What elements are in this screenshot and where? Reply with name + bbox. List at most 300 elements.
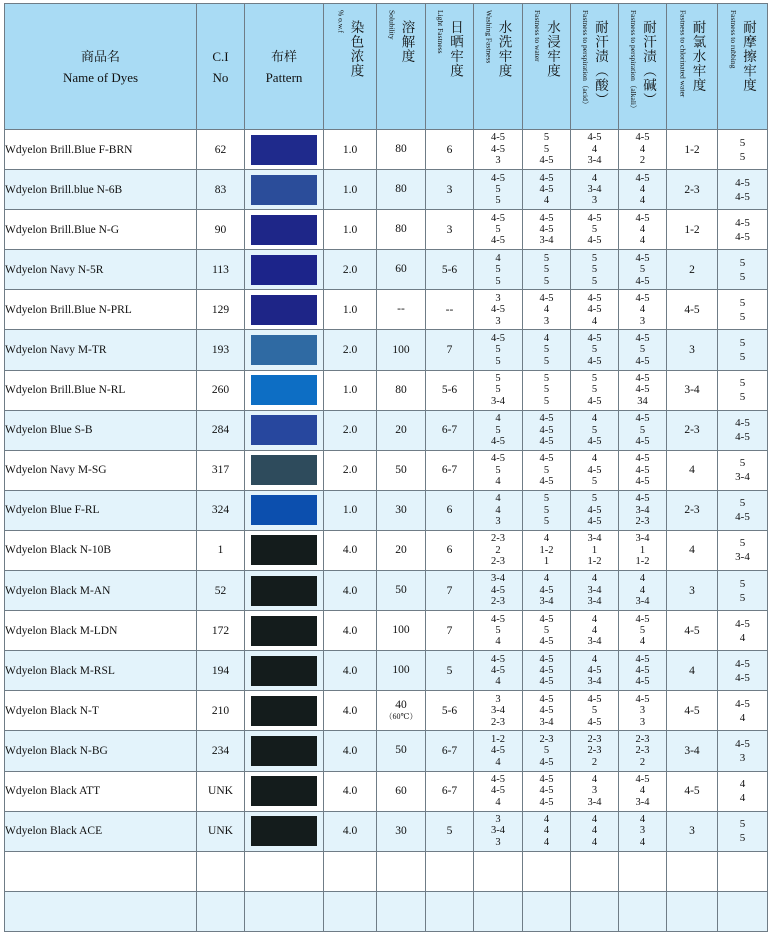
fastness-value: 5	[639, 424, 646, 436]
washing-fastness	[474, 731, 523, 771]
fastness-value: 4-5	[735, 671, 750, 684]
fastness-value: 5	[639, 344, 646, 356]
acid-perspiration	[571, 170, 619, 210]
pattern-cell	[245, 691, 324, 731]
chlorine-fastness-value: 1-2	[667, 210, 718, 250]
fastness-value: 5	[543, 275, 550, 287]
fastness-value: 2	[639, 756, 646, 768]
color-swatch	[251, 696, 317, 726]
fastness-value: 4-5	[635, 413, 650, 425]
fastness-value: 4-5	[635, 384, 650, 396]
acid-perspiration-values	[571, 293, 618, 327]
water-fastness	[523, 370, 571, 410]
alkali-perspiration	[619, 290, 667, 330]
color-swatch	[251, 255, 317, 285]
color-swatch	[251, 375, 317, 405]
dye-fastness-table	[4, 3, 768, 932]
fastness-value: 4-5	[635, 464, 650, 476]
fastness-value: 5	[639, 624, 646, 636]
fastness-value: 5	[739, 818, 746, 831]
acid-perspiration	[571, 450, 619, 490]
table-body	[5, 130, 768, 932]
washing-fastness	[474, 170, 523, 210]
pattern-cell	[245, 731, 324, 771]
fastness-value: 4-5	[539, 773, 554, 785]
solubility-value	[377, 611, 426, 651]
fastness-value: 4	[591, 453, 598, 465]
fastness-value: 4	[591, 825, 598, 837]
washing-fastness	[474, 691, 523, 731]
acid-perspiration-values	[571, 493, 618, 527]
fastness-value: 4	[543, 533, 550, 545]
fastness-value: 4-5	[539, 292, 554, 304]
fastness-value: 4-5	[587, 395, 602, 407]
dye-name: Wdyelon Black ATT	[5, 771, 197, 811]
acid-perspiration	[571, 691, 619, 731]
water-fastness	[523, 571, 571, 611]
alkali-perspiration-values	[619, 814, 666, 848]
water-fastness-values	[523, 213, 570, 247]
empty-cell	[619, 851, 667, 891]
fastness-value: 4	[639, 235, 646, 247]
fastness-value: 4-5	[539, 413, 554, 425]
rubbing-fastness	[718, 410, 768, 450]
empty-cell	[667, 851, 718, 891]
empty-cell	[718, 891, 768, 931]
chlorine-fastness-value: 2-3	[667, 410, 718, 450]
water-fastness-values	[523, 774, 570, 808]
washing-fastness-values	[474, 814, 522, 848]
chlorine-fastness-value: 3	[667, 571, 718, 611]
fastness-value: 4	[639, 636, 646, 648]
header-water-fastness: Fastness to water 水浸牢度	[523, 4, 571, 130]
fastness-value: 4-5	[587, 235, 602, 247]
empty-cell	[5, 851, 197, 891]
rubbing-fastness	[718, 450, 768, 490]
acid-perspiration	[571, 370, 619, 410]
fastness-value: 4-5	[735, 737, 750, 750]
empty-cell	[571, 891, 619, 931]
solubility-value	[377, 290, 426, 330]
rubbing-fastness-values	[718, 737, 767, 765]
fastness-value: 4-5	[635, 355, 650, 367]
fastness-value: 5	[739, 832, 746, 845]
fastness-value: 4-5	[587, 504, 602, 516]
ci-number: 193	[197, 330, 245, 370]
rubbing-fastness	[718, 731, 768, 771]
fastness-value: 4-5	[635, 132, 650, 144]
fastness-value: 5	[739, 391, 746, 404]
fastness-value: 4-5	[539, 224, 554, 236]
fastness-value: 4	[591, 653, 598, 665]
washing-fastness-values	[474, 213, 522, 247]
fastness-value: 4	[639, 573, 646, 585]
fastness-value: 2-3	[635, 733, 650, 745]
fastness-value: 5	[739, 310, 746, 323]
washing-fastness	[474, 771, 523, 811]
fastness-value: 4-5	[539, 653, 554, 665]
fastness-value: 4	[543, 332, 550, 344]
washing-fastness-values	[474, 453, 522, 487]
fastness-value: 4	[543, 573, 550, 585]
fastness-value: 4	[591, 573, 598, 585]
fastness-value: 1	[591, 544, 598, 556]
fastness-value: 4-5	[735, 617, 750, 630]
rubbing-fastness	[718, 811, 768, 851]
acid-perspiration	[571, 731, 619, 771]
fastness-value: 4-5	[539, 584, 554, 596]
dye-name: Wdyelon Brill.Blue N-G	[5, 210, 197, 250]
washing-fastness	[474, 651, 523, 691]
alkali-perspiration-values	[619, 373, 666, 407]
fastness-value: 5	[591, 275, 598, 287]
alkali-perspiration	[619, 571, 667, 611]
water-fastness-values	[523, 173, 570, 207]
light-fastness-value: 6	[426, 490, 474, 530]
fastness-value: 4-5	[735, 657, 750, 670]
pattern-cell	[245, 450, 324, 490]
water-fastness-values	[523, 293, 570, 327]
fastness-value: 4-5	[539, 636, 554, 648]
fastness-value: 4	[591, 836, 598, 848]
fastness-value: 5	[543, 504, 550, 516]
fastness-value: 4-5	[491, 304, 505, 316]
empty-cell	[474, 851, 523, 891]
fastness-value: 4-5	[587, 693, 602, 705]
fastness-value: 5	[739, 497, 746, 510]
washing-fastness-values	[474, 253, 522, 287]
alkali-perspiration	[619, 210, 667, 250]
washing-fastness	[474, 210, 523, 250]
rubbing-fastness-values	[718, 657, 767, 685]
alkali-perspiration	[619, 691, 667, 731]
acid-perspiration	[571, 571, 619, 611]
solubility-value	[377, 130, 426, 170]
alkali-perspiration	[619, 490, 667, 530]
fastness-value: 3-4	[635, 533, 650, 545]
dye-name: Wdyelon Blue F-RL	[5, 490, 197, 530]
fastness-value: 3-4	[587, 155, 602, 167]
fastness-value: 4-5	[587, 355, 602, 367]
acid-perspiration	[571, 210, 619, 250]
fastness-value: 4	[543, 836, 550, 848]
alkali-perspiration	[619, 170, 667, 210]
fastness-value: 2	[495, 544, 501, 556]
color-swatch	[251, 415, 317, 445]
ci-number: 194	[197, 651, 245, 691]
acid-perspiration-values	[571, 533, 618, 567]
alkali-perspiration-values	[619, 213, 666, 247]
alkali-perspiration-values	[619, 173, 666, 207]
washing-fastness-values	[474, 533, 522, 567]
pattern-cell	[245, 210, 324, 250]
light-fastness-value: 6	[426, 130, 474, 170]
fastness-value: 5	[495, 384, 501, 396]
fastness-value: 4	[591, 143, 598, 155]
washing-fastness	[474, 571, 523, 611]
fastness-value: 4-5	[587, 665, 602, 677]
alkali-perspiration	[619, 611, 667, 651]
fastness-value: 4-5	[539, 212, 554, 224]
fastness-value: 2-3	[491, 716, 505, 728]
acid-perspiration-values	[571, 132, 618, 166]
header-light-fastness: Light Fastness 日晒牢度	[426, 4, 474, 130]
acid-perspiration	[571, 811, 619, 851]
table-row	[5, 130, 768, 170]
fastness-value: 5	[543, 516, 550, 528]
color-swatch	[251, 776, 317, 806]
alkali-perspiration	[619, 450, 667, 490]
fastness-value: 3-4	[735, 471, 750, 484]
washing-fastness	[474, 130, 523, 170]
fastness-value: 4	[543, 825, 550, 837]
color-swatch	[251, 455, 317, 485]
fastness-value: 3-4	[539, 596, 554, 608]
water-fastness	[523, 731, 571, 771]
rubbing-fastness-values	[718, 176, 767, 204]
fastness-value: 4-5	[539, 453, 554, 465]
fastness-value: 4-5	[635, 693, 650, 705]
solubility-main: 20	[395, 543, 407, 556]
fastness-value: 4-5	[539, 796, 554, 808]
rubbing-fastness-values	[718, 256, 767, 284]
pattern-cell	[245, 330, 324, 370]
concentration-value: 4.0	[324, 651, 377, 691]
alkali-perspiration	[619, 731, 667, 771]
water-fastness-values	[523, 614, 570, 648]
acid-perspiration-values	[571, 453, 618, 487]
empty-cell	[377, 891, 426, 931]
concentration-value: 1.0	[324, 290, 377, 330]
water-fastness-values	[523, 573, 570, 607]
fastness-value: 4	[639, 143, 646, 155]
fastness-value: 4	[591, 172, 598, 184]
solubility-main: 80	[395, 183, 407, 196]
pattern-cell	[245, 571, 324, 611]
table-row	[5, 611, 768, 651]
light-fastness-value: 5-6	[426, 370, 474, 410]
solubility-main: 50	[395, 744, 407, 757]
fastness-value: 4-5	[539, 785, 554, 797]
pattern-cell	[245, 250, 324, 290]
water-fastness	[523, 410, 571, 450]
fastness-value: 4	[495, 493, 501, 505]
solubility-value	[377, 811, 426, 851]
fastness-value: 5	[495, 275, 501, 287]
chlorine-fastness-value: 2	[667, 250, 718, 290]
table-row	[5, 731, 768, 771]
fastness-value: 5	[543, 132, 550, 144]
acid-perspiration	[571, 490, 619, 530]
concentration-value: 4.0	[324, 731, 377, 771]
fastness-value: 3-4	[587, 533, 602, 545]
fastness-value: 1-2	[635, 556, 650, 568]
fastness-value: 4	[739, 631, 746, 644]
table-row	[5, 530, 768, 570]
fastness-value: 5	[495, 464, 501, 476]
empty-cell	[474, 891, 523, 931]
fastness-value: 5	[543, 745, 550, 757]
fastness-value: 4	[639, 195, 646, 207]
fastness-value: 4	[495, 636, 501, 648]
fastness-value: 4	[543, 304, 550, 316]
light-fastness-value: 7	[426, 330, 474, 370]
water-fastness	[523, 210, 571, 250]
fastness-value: 1-2	[587, 556, 602, 568]
fastness-value: 3	[639, 716, 646, 728]
fastness-value: 2	[639, 155, 646, 167]
light-fastness-value: 6-7	[426, 450, 474, 490]
light-fastness-value: 5	[426, 651, 474, 691]
empty-cell	[523, 891, 571, 931]
chlorine-fastness-value: 4-5	[667, 611, 718, 651]
washing-fastness	[474, 410, 523, 450]
alkali-perspiration-values	[619, 774, 666, 808]
fastness-value: 5	[543, 493, 550, 505]
fastness-value: 4-5	[587, 435, 602, 447]
fastness-value: 4	[495, 252, 501, 264]
washing-fastness-values	[474, 173, 522, 207]
alkali-perspiration	[619, 771, 667, 811]
solubility-main: 50	[395, 463, 407, 476]
table-row	[5, 290, 768, 330]
water-fastness-values	[523, 734, 570, 768]
dye-name: Wdyelon Brill.Blue N-PRL	[5, 290, 197, 330]
fastness-value: 4	[495, 476, 501, 487]
water-fastness-values	[523, 814, 570, 848]
rubbing-fastness-values	[718, 456, 767, 484]
washing-fastness	[474, 370, 523, 410]
color-swatch	[251, 175, 317, 205]
fastness-value: 4-5	[735, 431, 750, 444]
fastness-value: 5	[591, 373, 598, 384]
fastness-value: 5	[739, 270, 746, 283]
fastness-value: 3	[495, 836, 501, 848]
fastness-value: 4-5	[539, 756, 554, 768]
fastness-value: 3-4	[587, 796, 602, 808]
color-swatch	[251, 215, 317, 245]
water-fastness-values	[523, 533, 570, 567]
washing-fastness	[474, 250, 523, 290]
fastness-value: 3-4	[635, 796, 650, 808]
fastness-value: 4-5	[491, 332, 505, 344]
empty-cell	[5, 891, 197, 931]
fastness-value: 4	[543, 195, 550, 207]
empty-cell	[571, 851, 619, 891]
table-row	[5, 210, 768, 250]
fastness-value: 3-4	[491, 573, 505, 585]
fastness-value: 5	[739, 150, 746, 163]
ci-number: 52	[197, 571, 245, 611]
chlorine-fastness-value: 3-4	[667, 370, 718, 410]
concentration-value: 1.0	[324, 210, 377, 250]
washing-fastness-values	[474, 333, 522, 367]
chlorine-fastness-value: 3	[667, 330, 718, 370]
fastness-value: 4-5	[539, 172, 554, 184]
fastness-value: 4	[639, 183, 646, 195]
fastness-value: 4-5	[635, 453, 650, 465]
table-row	[5, 691, 768, 731]
table-row	[5, 250, 768, 290]
acid-perspiration	[571, 651, 619, 691]
alkali-perspiration-values	[619, 614, 666, 648]
fastness-value: 4-5	[491, 172, 505, 184]
fastness-value: 4-5	[735, 511, 750, 524]
empty-cell	[667, 891, 718, 931]
fastness-value: 5	[495, 355, 501, 367]
chlorine-fastness-value: 3-4	[667, 731, 718, 771]
header-pattern: 布样 Pattern	[245, 4, 324, 130]
rubbing-fastness-values	[718, 216, 767, 244]
rubbing-fastness	[718, 571, 768, 611]
water-fastness-values	[523, 453, 570, 487]
table-row	[5, 490, 768, 530]
fastness-value: 3-4	[491, 705, 505, 717]
concentration-value: 4.0	[324, 811, 377, 851]
fastness-value: 3-4	[735, 551, 750, 564]
fastness-value: 4-5	[635, 653, 650, 665]
ci-number: 113	[197, 250, 245, 290]
alkali-perspiration-values	[619, 694, 666, 728]
fastness-value: 3	[495, 315, 501, 327]
light-fastness-value: 6-7	[426, 731, 474, 771]
dye-name: Wdyelon Blue S-B	[5, 410, 197, 450]
ci-number: UNK	[197, 811, 245, 851]
ci-number: 284	[197, 410, 245, 450]
fastness-value: 3	[591, 195, 598, 207]
fastness-value: 5	[495, 195, 501, 207]
water-fastness	[523, 250, 571, 290]
empty-cell	[197, 891, 245, 931]
solubility-main: 100	[392, 343, 410, 356]
fastness-value: 4-5	[635, 292, 650, 304]
acid-perspiration	[571, 611, 619, 651]
dye-name: Wdyelon Brill.Blue N-RL	[5, 370, 197, 410]
concentration-value: 1.0	[324, 370, 377, 410]
table-row	[5, 170, 768, 210]
fastness-value: 3-4	[587, 584, 602, 596]
light-fastness-value: 7	[426, 611, 474, 651]
fastness-value: 5	[495, 183, 501, 195]
fastness-value: 4-5	[587, 516, 602, 528]
rubbing-fastness-values	[718, 296, 767, 324]
pattern-cell	[245, 170, 324, 210]
water-fastness	[523, 771, 571, 811]
rubbing-fastness	[718, 691, 768, 731]
washing-fastness	[474, 330, 523, 370]
fastness-value: 3	[495, 814, 501, 826]
ci-number: 129	[197, 290, 245, 330]
fastness-value: 2-3	[491, 556, 505, 568]
acid-perspiration-values	[571, 173, 618, 207]
fastness-value: 4-5	[491, 453, 505, 465]
light-fastness-value: 6	[426, 530, 474, 570]
chlorine-fastness-value: 2-3	[667, 170, 718, 210]
fastness-value: 4-5	[539, 705, 554, 717]
rubbing-fastness-values	[718, 136, 767, 164]
fastness-value: 1	[639, 544, 646, 556]
fastness-value: 4-5	[735, 176, 750, 189]
chlorine-fastness-value: 2-3	[667, 490, 718, 530]
alkali-perspiration-values	[619, 253, 666, 287]
table-row	[5, 450, 768, 490]
alkali-perspiration	[619, 130, 667, 170]
water-fastness	[523, 651, 571, 691]
washing-fastness-values	[474, 573, 522, 607]
fastness-value: 3	[591, 785, 598, 797]
fastness-value: 4	[495, 756, 501, 768]
fastness-value: 4-5	[587, 716, 602, 728]
